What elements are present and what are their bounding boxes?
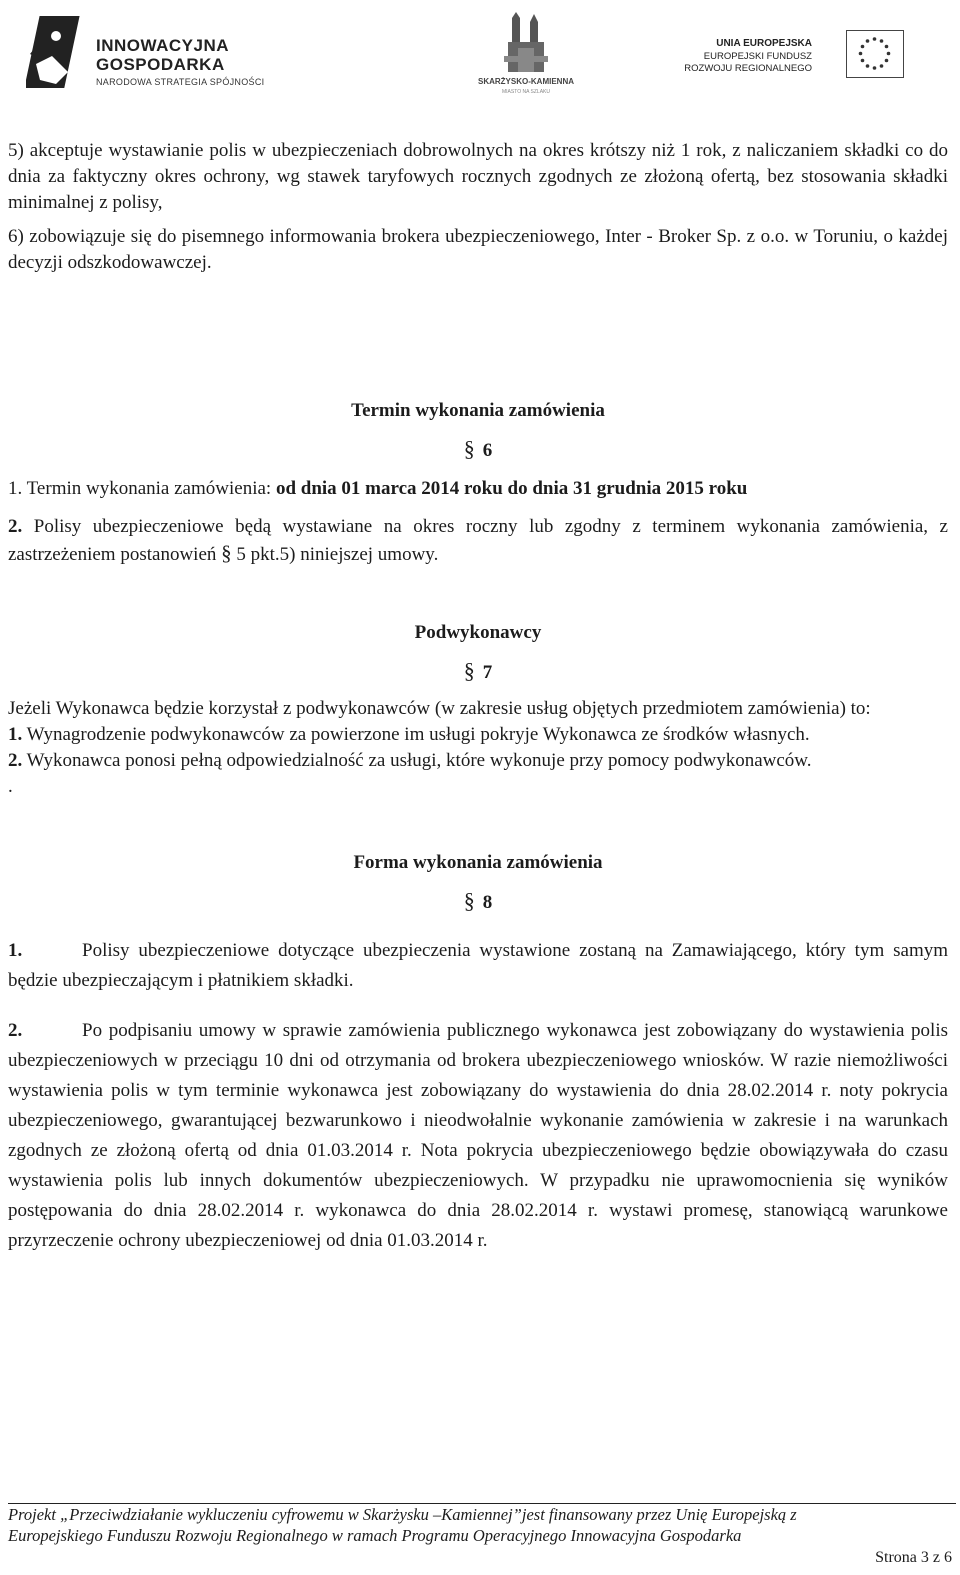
sk-name: SKARŻYSKO-KAMIENNA xyxy=(478,77,574,86)
section7-intro: Jeżeli Wykonawca będzie korzystał z podwykonawców (w zakresie usług objętych przedmiotem zamówienia) to: xyxy=(8,698,871,719)
city-towers-icon xyxy=(474,12,578,76)
point-number: 1. xyxy=(8,724,23,745)
section6-heading: Termin wykonania zamówienia xyxy=(351,400,605,421)
ue-logo xyxy=(684,30,912,85)
section8-point-2 xyxy=(8,1016,948,1256)
ig-emblem-icon xyxy=(26,14,90,92)
section6-point-2 xyxy=(8,514,948,568)
point-number: 1. xyxy=(8,478,23,499)
page-number: Strona 3 z 6 xyxy=(875,1549,952,1566)
page-header xyxy=(0,0,960,110)
skarzysko-kamienna-logo xyxy=(474,12,578,104)
point-number: 1. xyxy=(8,940,23,961)
section6-paragraph-number xyxy=(8,436,948,464)
point-text: Polisy ubezpieczeniowe dotyczące ubezpieczenia wystawione zostaną na Zamawiającego, który tym samym będzie ubezpieczającym i płatnikiem składki. xyxy=(8,940,948,991)
section7-trailing-dot: . xyxy=(8,776,13,797)
point-number: 2. xyxy=(8,750,23,771)
point-text: Termin wykonania zamówienia: xyxy=(22,478,276,499)
innowacyjna-gospodarka-logo xyxy=(26,14,276,94)
footer-line-1: Projekt „Przeciwdziałanie wykluczeniu cyfrowemu w Skarżysku –Kamiennej”jest finansowany przez Unię Europejską z xyxy=(8,1505,797,1524)
item-5: 5) akceptuje wystawianie polis w ubezpieczeniach dobrowolnych na okres krótszy niż 1 rok, z naliczaniem składki co do dnia za faktyczny okres ochrony, wg stawek taryfowych rocznych zgodnych ze złożoną ofertą, bez stosowania składki minimalnej z polisy, xyxy=(8,140,948,213)
section7-paragraph-number xyxy=(8,658,948,686)
footer-line-2: Europejskiego Funduszu Rozwoju Regionalnego w ramach Programu Operacyjnego Innowacyjna Gospodarka xyxy=(8,1526,742,1545)
document-body xyxy=(8,138,948,1256)
section7-point-1 xyxy=(8,722,948,748)
ue-line1: UNIA EUROPEJSKA xyxy=(716,38,812,49)
ig-line2: GOSPODARKA xyxy=(96,55,225,74)
sk-subtitle: MIASTO NA SZLAKU xyxy=(502,89,550,95)
point-text: Po podpisaniu umowy w sprawie zamówienia publicznego wykonawca jest zobowiązany do wystawienia polis ubezpieczeniowych w przeciągu 10 dni od otrzymania od brokera ubezpieczeniowego wniosków. W razie niemożliwości wystawienia polis w tym terminie wykonawca jest zobowiązany do wystawienia do dnia 28.02.2014 r. noty pokrycia ubezpieczeniowego, gwarantującej bezwarunkowo i nieodwołalnie wykonanie zamówienia w zakresie i na warunkach zgodnych ze złożoną ofertą od dnia 01.03.2014 r. Nota pokrycia ubezpieczeniowego będzie obowiązywała do czasu wystawienia polis lub innych dokumentów ubezpieczeniowych. W przypadku nie uprawomocnienia się wyników postępowania do dnia 28.02.2014 r. wykonawca do dnia 28.02.2014 r. wystawi promesę, stanowiącą warunkowe przyrzeczenie ochrony ubezpieczeniowej od dnia 01.03.2014 r. xyxy=(8,1020,948,1251)
section7-number: 7 xyxy=(482,662,493,683)
section6-number: 6 xyxy=(482,440,493,461)
section8-heading: Forma wykonania zamówienia xyxy=(353,852,603,873)
item-6: 6) zobowiązuje się do pisemnego informowania brokera ubezpieczeniowego, Inter - Broker Sp. z o.o. w Toruniu, o każdej decyzji odszkodowawczej. xyxy=(8,226,948,273)
point-bold-text: od dnia 01 marca 2014 roku do dnia 31 grudnia 2015 roku xyxy=(275,478,748,499)
point-text-tail: 5 pkt.5) niniejszej umowy. xyxy=(231,544,439,565)
section-sign: § xyxy=(463,658,475,683)
section-sign: § xyxy=(221,541,232,565)
point-number: 2. xyxy=(8,516,23,537)
section-sign: § xyxy=(463,436,475,461)
section7-heading: Podwykonawcy xyxy=(414,622,542,643)
section6-point-1 xyxy=(8,476,948,502)
ue-line3: ROZWOJU REGIONALNEGO xyxy=(684,63,812,74)
point-text: Wynagrodzenie podwykonawców za powierzone im usługi pokryje Wykonawca ze środków własnych. xyxy=(22,724,810,745)
point-number: 2. xyxy=(8,1020,23,1041)
section8-point-1 xyxy=(8,936,948,996)
eu-flag-icon xyxy=(846,30,904,78)
ig-line3: NARODOWA STRATEGIA SPÓJNOŚCI xyxy=(96,77,265,87)
section8-paragraph-number xyxy=(8,888,948,916)
ue-line2: EUROPEJSKI FUNDUSZ xyxy=(703,51,812,62)
section7-point-2 xyxy=(8,748,948,774)
point-text: Polisy ubezpieczeniowe będą wystawiane na okres roczny lub zgodny z terminem wykonania zamówienia, z zastrzeżeniem postanowień xyxy=(8,516,948,565)
page-footer xyxy=(8,1503,956,1546)
point-text: Wykonawca ponosi pełną odpowiedzialność za usługi, które wykonuje przy pomocy podwykonawców. xyxy=(22,750,812,771)
section8-number: 8 xyxy=(482,892,493,913)
ig-line1: INNOWACYJNA xyxy=(96,36,230,55)
section-sign: § xyxy=(463,888,475,913)
